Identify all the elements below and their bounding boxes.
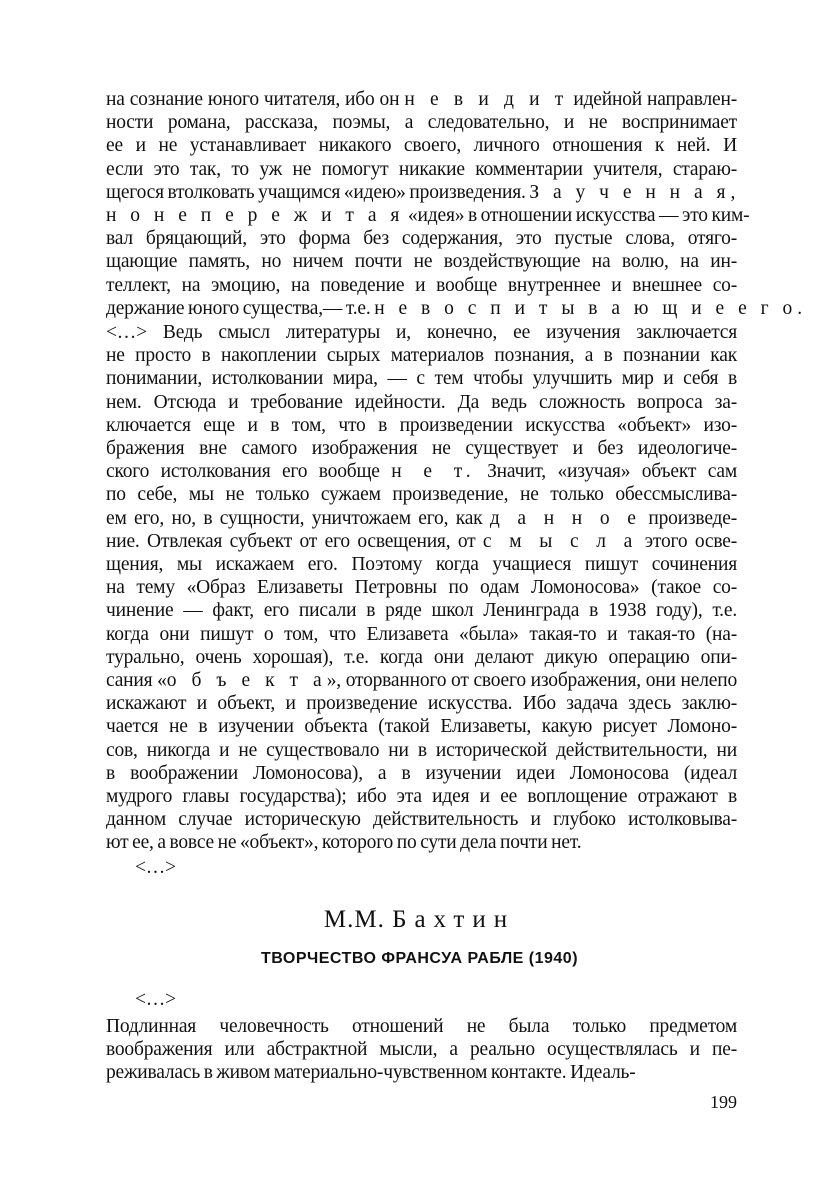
text-line <box>106 576 737 599</box>
text-segment: щения, мы искажаем его. Поэтому когда учащиеся пишут сочинения <box>106 554 737 575</box>
text-line <box>106 227 737 250</box>
text-segment: ности романа, рассказа, поэмы, а следовательно, и не воспринимает <box>106 112 737 134</box>
text-line <box>106 460 737 483</box>
text-line <box>106 669 737 692</box>
spaced-emphasis: З а у ч е н н а я, <box>529 181 741 203</box>
text-segment: », оторванного от своего изображения, они нелепо <box>326 670 737 691</box>
text-line <box>106 692 737 715</box>
text-segment: чается не в изучении объекта (такой Елизаветы, какую рисует Ломоно- <box>106 716 737 738</box>
text-segment: чинение — факт, его писали в ряде школ Ленинграда в 1938 году), т.е. <box>106 600 737 622</box>
text-segment: в воображении Ломоносова), а в изучении идеи Ломоносова (идеал <box>106 762 737 784</box>
text-segment: ее и не устанавливает никакого своего, личного отношения к ней. И <box>106 135 737 157</box>
text-segment: ключается еще и в том, что в произведении искусства «объект» изо- <box>106 414 737 436</box>
author-surname: Бахтин <box>392 906 516 933</box>
text-segment: идейной направлен- <box>568 89 737 110</box>
text-line <box>106 321 737 344</box>
text-segment: на сознание юного читателя, ибо он <box>106 89 405 110</box>
text-segment: Подлинная человечность отношений не была только предметом <box>106 1016 737 1037</box>
text-line <box>106 111 737 134</box>
text-segment: ние. Отвлекая субъект от его освещения, от <box>106 530 483 552</box>
text-line <box>106 367 737 390</box>
text-segment: ем его, но, в сущности, уничтожаем его, как <box>106 507 490 529</box>
spaced-emphasis: н е в и д и т <box>404 89 569 110</box>
text-line <box>106 344 737 367</box>
text-segment: ют ее, а вовсе не «объект», которого по сути дела почти нет. <box>106 832 582 854</box>
text-segment: Значит, «изучая» объект сам <box>475 461 737 483</box>
text-line <box>106 158 737 181</box>
text-segment: не просто в накоплении сырых материалов познания, а в познании как <box>106 345 737 367</box>
text-line <box>106 623 737 646</box>
text-line <box>106 437 737 460</box>
text-line <box>106 134 737 157</box>
text-line <box>106 808 737 831</box>
text-segment: реживалась в живом материально-чувственном контакте. Идеаль- <box>106 1062 636 1084</box>
spaced-emphasis: н о н е п е р е ж и т а я <box>106 205 405 226</box>
text-line <box>106 599 737 622</box>
text-line <box>106 204 750 227</box>
text-segment: искажают и объект, и произведение искусства. Ибо задача здесь заклю- <box>106 693 737 715</box>
spaced-emphasis: с м ы с л а <box>482 530 638 552</box>
text-segment: если это так, то уж не помогут никакие комментарии учителя, стараю- <box>106 158 737 180</box>
text-segment: этого осве- <box>637 530 737 552</box>
text-segment: «идея» в отношении искусства — это ким- <box>404 205 750 226</box>
text-line <box>106 297 808 320</box>
author-initials: М.М. <box>323 906 393 933</box>
text-line <box>106 250 737 273</box>
text-line <box>106 483 737 506</box>
text-segment: турально, очень хорошая), т.е. когда они делают дикую операцию опи- <box>106 646 737 668</box>
text-line <box>106 274 737 297</box>
text-line <box>106 1015 737 1038</box>
text-segment: понимании, истолковании мира, — с тем чтобы улучшить мир и себя в <box>106 368 737 390</box>
text-segment: бражения вне самого изображения не существует и без идеологиче- <box>106 438 737 459</box>
text-segment: теллект, на эмоцию, на поведение и вообще внутреннее и внешнее со- <box>106 274 737 296</box>
text-line <box>106 414 737 437</box>
text-line <box>106 553 737 576</box>
text-line <box>106 1038 737 1061</box>
text-segment: на тему «Образ Елизаветы Петровны по одам Ломоносова» (такое со- <box>106 577 737 599</box>
section-heading: ТВОРЧЕСТВО ФРАНСУА РАБЛЕ (1940) <box>260 950 579 967</box>
ellipsis-marker: <…> <box>135 989 176 1010</box>
spaced-emphasis: д а н н о е <box>489 507 641 529</box>
text-segment: когда они пишут о том, что Елизавета «была» такая-то и такая-то (на- <box>106 623 737 645</box>
text-line <box>106 785 737 808</box>
spaced-emphasis: н е в о с п и т ы в а ю щ и е е г о. <box>374 297 808 319</box>
author-name <box>0 905 839 935</box>
text-segment: ского истолкования его вообще <box>106 461 392 483</box>
text-line <box>106 762 737 785</box>
spaced-emphasis: о б ъ е к т а <box>166 670 327 691</box>
text-line <box>106 715 737 738</box>
text-line <box>106 739 737 762</box>
text-line <box>106 507 737 530</box>
text-line <box>106 181 741 204</box>
text-segment: сания « <box>106 670 167 691</box>
text-line <box>106 1061 737 1084</box>
text-segment: сов, никогда и не существовало ни в исторической действительности, ни <box>106 739 737 761</box>
ellipsis-marker: <…> <box>135 857 176 878</box>
text-segment: <…> Ведь смысл литературы и, конечно, ее изучения заключается <box>106 322 737 343</box>
text-segment: произведе- <box>640 507 737 529</box>
text-line <box>106 530 737 553</box>
text-segment: нем. Отсюда и требование идейности. Да ведь сложность вопроса за- <box>106 391 737 413</box>
text-segment: мудрого главы государства); ибо эта идея и ее воплощение отражают в <box>106 786 737 807</box>
text-segment: воображения или абстрактной мысли, а реально осуществлялась и пе- <box>106 1039 737 1061</box>
text-segment: по себе, мы не только сужаем произведение, не только обессмыслива- <box>106 484 737 506</box>
text-line <box>106 88 737 111</box>
text-segment: щегося втолковать учащимся «идею» произведения. <box>106 181 530 203</box>
text-segment: вал бряцающий, это форма без содержания, это пустые слова, отяго- <box>106 228 737 250</box>
text-segment: данном случае историческую действительность и глубоко истолковыва- <box>106 809 737 831</box>
text-line <box>106 646 737 669</box>
text-line <box>106 391 737 414</box>
text-segment: держание юного существа,— т.е. <box>106 297 375 319</box>
spaced-emphasis: н е т. <box>391 461 476 483</box>
text-line <box>106 831 737 854</box>
page-number: 199 <box>710 1092 737 1112</box>
text-segment: щающие память, но ничем почти не воздействующие на волю, на ин- <box>106 251 737 273</box>
